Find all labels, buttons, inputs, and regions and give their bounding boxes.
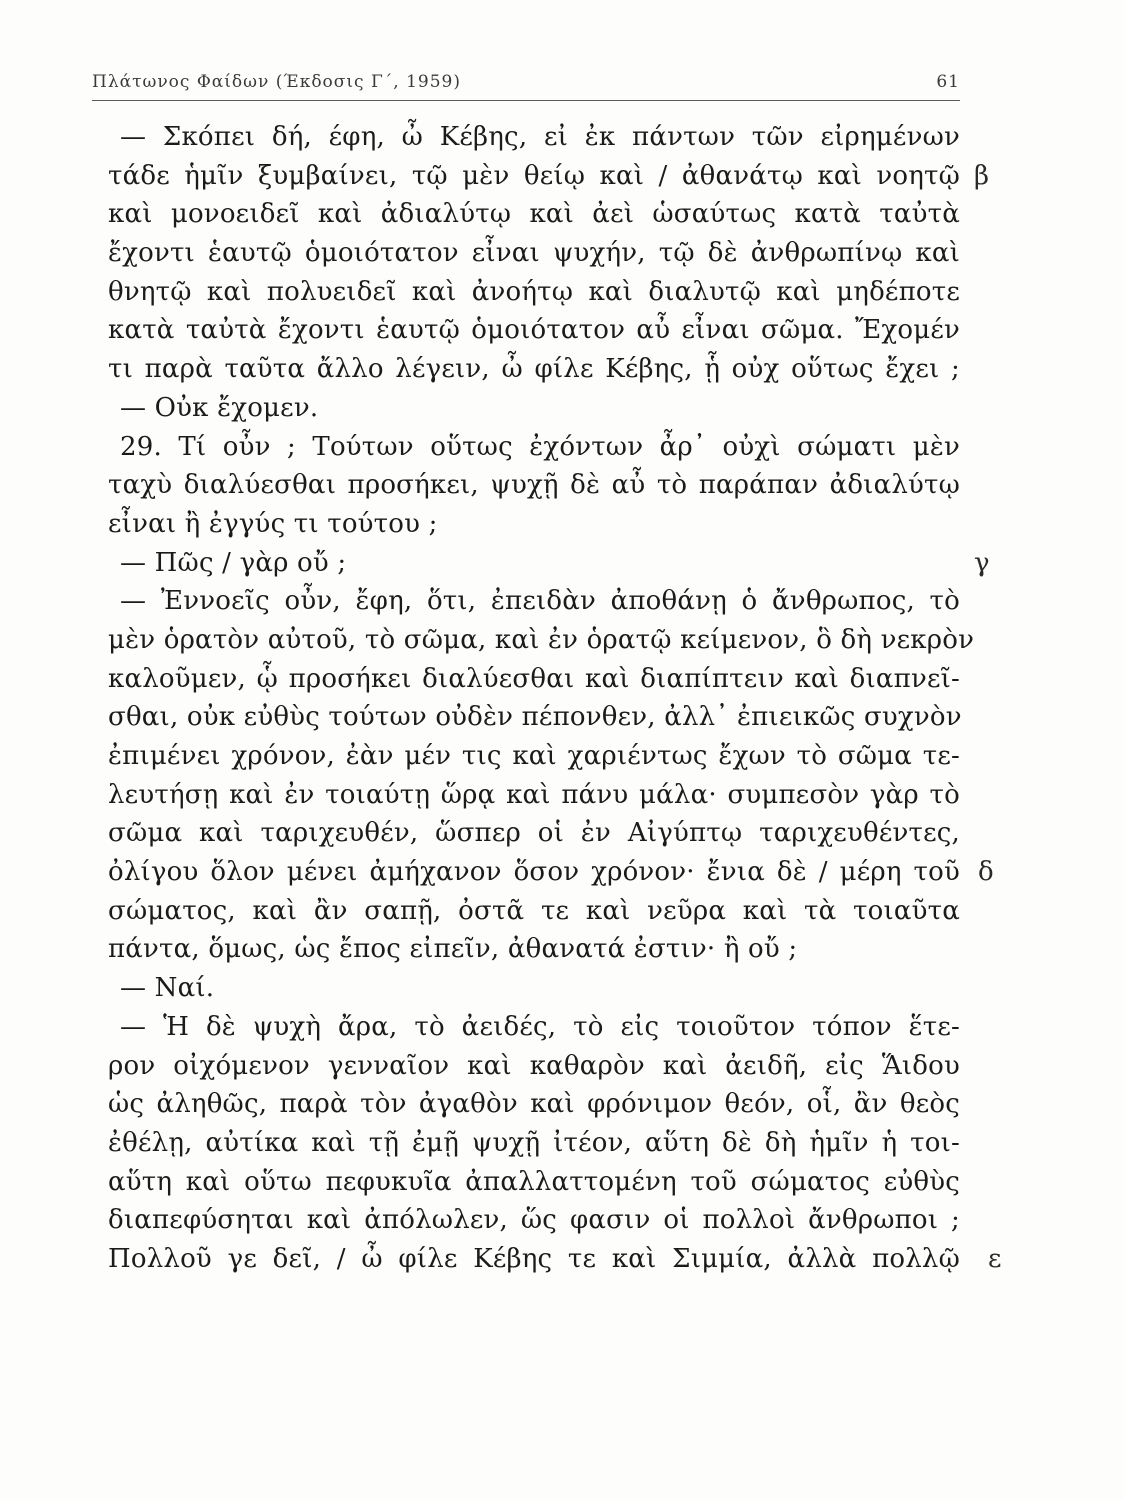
margin-section-marker: γ [974,547,990,578]
text-line [108,195,960,234]
text-line [108,582,960,621]
text-line [108,466,960,505]
text-line [108,505,960,544]
text-line-content: εἶναι ἢ ἐγγύς τι τούτου ; [108,508,438,539]
text-line [108,389,960,428]
text-line [108,1124,960,1163]
text-line-content: ὀλίγου ὅλον μένει ἀμήχανον ὅσον χρόνον· ἔνια δὲ / μέρη τοῦ [108,857,960,888]
text-line-content: — Οὐκ ἔχομεν. [120,392,319,423]
text-line-content: σῶμα καὶ ταριχευθέν, ὥσπερ οἱ ἐν Αἰγύπτῳ ταριχευθέντες, [108,818,960,849]
text-line [108,1163,960,1202]
margin-section-marker: ε [988,1243,1002,1274]
margin-section-marker: β [974,160,990,191]
text-line [108,1240,1002,1279]
text-line [108,1085,960,1124]
text-body [108,118,1002,1279]
text-line [108,1008,960,1047]
text-line-content: αὕτη καὶ οὕτω πεφυκυῖα ἀπαλλαττομένη τοῦ σώματος εὐθὺς [108,1166,960,1197]
text-line [108,737,960,776]
text-line-content: ταχὺ διαλύεσθαι προσήκει, ψυχῇ δὲ αὖ τὸ παράπαν ἀδιαλύτῳ [108,470,960,501]
header-title: Πλάτωνος Φαίδων (Έκδοσις Γ΄, 1959) [92,72,461,92]
text-line-content: ἐθέλῃ, αὐτίκα καὶ τῇ ἐμῇ ψυχῇ ἰτέον, αὕτη δὲ δὴ ἡμῖν ἡ τοι- [108,1127,960,1158]
text-line [108,1201,960,1240]
text-line-content: μὲν ὁρατὸν αὐτοῦ, τὸ σῶμα, καὶ ἐν ὁρατῷ κείμενον, ὃ δὴ νεκρὸν [108,624,975,655]
text-line-content: τι παρὰ ταῦτα ἄλλο λέγειν, ὦ φίλε Κέβης, ᾗ οὐχ οὕτως ἔχει ; [108,354,960,385]
text-line [108,118,960,157]
text-line [108,776,960,815]
text-line-content: καὶ μονοειδεῖ καὶ ἀδιαλύτῳ καὶ ἀεὶ ὡσαύτως κατὰ ταὐτὰ [108,199,960,230]
text-line [108,698,960,737]
text-line [108,621,975,660]
running-header [92,66,960,101]
text-line [108,814,960,853]
text-line-content: θνητῷ καὶ πολυειδεῖ καὶ ἀνοήτῳ καὶ διαλυτῷ καὶ μηδέποτε [108,276,960,307]
text-line-content: Πολλοῦ γε δεῖ, / ὦ φίλε Κέβης τε καὶ Σιμμία, ἀλλὰ πολλῷ [108,1243,960,1274]
text-line [108,1047,960,1086]
text-line-content: ἔχοντι ἑαυτῷ ὁμοιότατον εἶναι ψυχήν, τῷ δὲ ἀνθρωπίνῳ καὶ [108,238,960,269]
text-line-content: διαπεφύσηται καὶ ἀπόλωλεν, ὥς φασιν οἱ πολλοὶ ἄνθρωποι ; [108,1205,960,1236]
text-line-content: ρον οἰχόμενον γενναῖον καὶ καθαρὸν καὶ ἀειδῆ, εἰς Ἅιδου [108,1050,960,1081]
text-line [108,350,960,389]
text-line [108,428,960,467]
text-line [108,544,990,583]
text-line [108,853,994,892]
text-line [108,157,990,196]
text-line [108,660,960,699]
text-line-content: ὡς ἀληθῶς, παρὰ τὸν ἀγαθὸν καὶ φρόνιμον θεόν, οἷ, ἂν θεὸς [108,1089,960,1120]
text-line-content: — Ἐννοεῖς οὖν, ἔφη, ὅτι, ἐπειδὰν ἀποθάνῃ ὁ ἄνθρωπος, τὸ [120,586,960,617]
text-line-content: — Ἡ δὲ ψυχὴ ἄρα, τὸ ἀειδές, τὸ εἰς τοιοῦτον τόπον ἕτε- [120,1011,960,1042]
text-line [108,930,960,969]
text-line-content: σώματος, καὶ ἂν σαπῇ, ὀστᾶ τε καὶ νεῦρα καὶ τὰ τοιαῦτα [108,895,960,926]
text-line-content: λευτήσῃ καὶ ἐν τοιαύτῃ ὥρᾳ καὶ πάνυ μάλα· συμπεσὸν γὰρ τὸ [108,779,960,810]
text-line-content: — Ναί. [120,973,215,1004]
text-line-content: ἐπιμένει χρόνον, ἐὰν μέν τις καὶ χαριέντως ἔχων τὸ σῶμα τε- [108,741,960,771]
text-line [108,969,960,1008]
text-line [108,234,960,273]
text-line [108,273,960,312]
text-line [108,892,960,931]
text-line-content: πάντα, ὅμως, ὡς ἔπος εἰπεῖν, ἀθανατά ἐστιν· ἢ οὔ ; [108,934,798,965]
text-line [108,311,960,350]
page-number: 61 [936,72,960,92]
margin-section-marker: δ [978,857,994,888]
text-line-content: κατὰ ταὐτὰ ἔχοντι ἑαυτῷ ὁμοιότατον αὖ εἶναι σῶμα. Ἔχομέν [108,315,960,346]
text-line-content: τάδε ἡμῖν ξυμβαίνει, τῷ μὲν θείῳ καὶ / ἀθανάτῳ καὶ νοητῷ [108,160,960,191]
text-line-content: καλοῦμεν, ᾧ προσήκει διαλύεσθαι καὶ διαπίπτειν καὶ διαπνεῖ- [108,663,960,694]
text-line-content: σθαι, οὐκ εὐθὺς τούτων οὐδὲν πέπονθεν, ἀλλ᾽ ἐπιεικῶς συχνὸν [108,702,962,733]
text-line-content: 29. Τί οὖν ; Τούτων οὕτως ἐχόντων ἆρ᾽ οὐχὶ σώματι μὲν [120,431,960,462]
text-line-content: — Σκόπει δή, έφη, ὦ Κέβης, εἰ ἐκ πάντων τῶν εἰρημένων [120,122,960,152]
text-line-content: — Πῶς / γὰρ οὔ ; [120,547,347,578]
